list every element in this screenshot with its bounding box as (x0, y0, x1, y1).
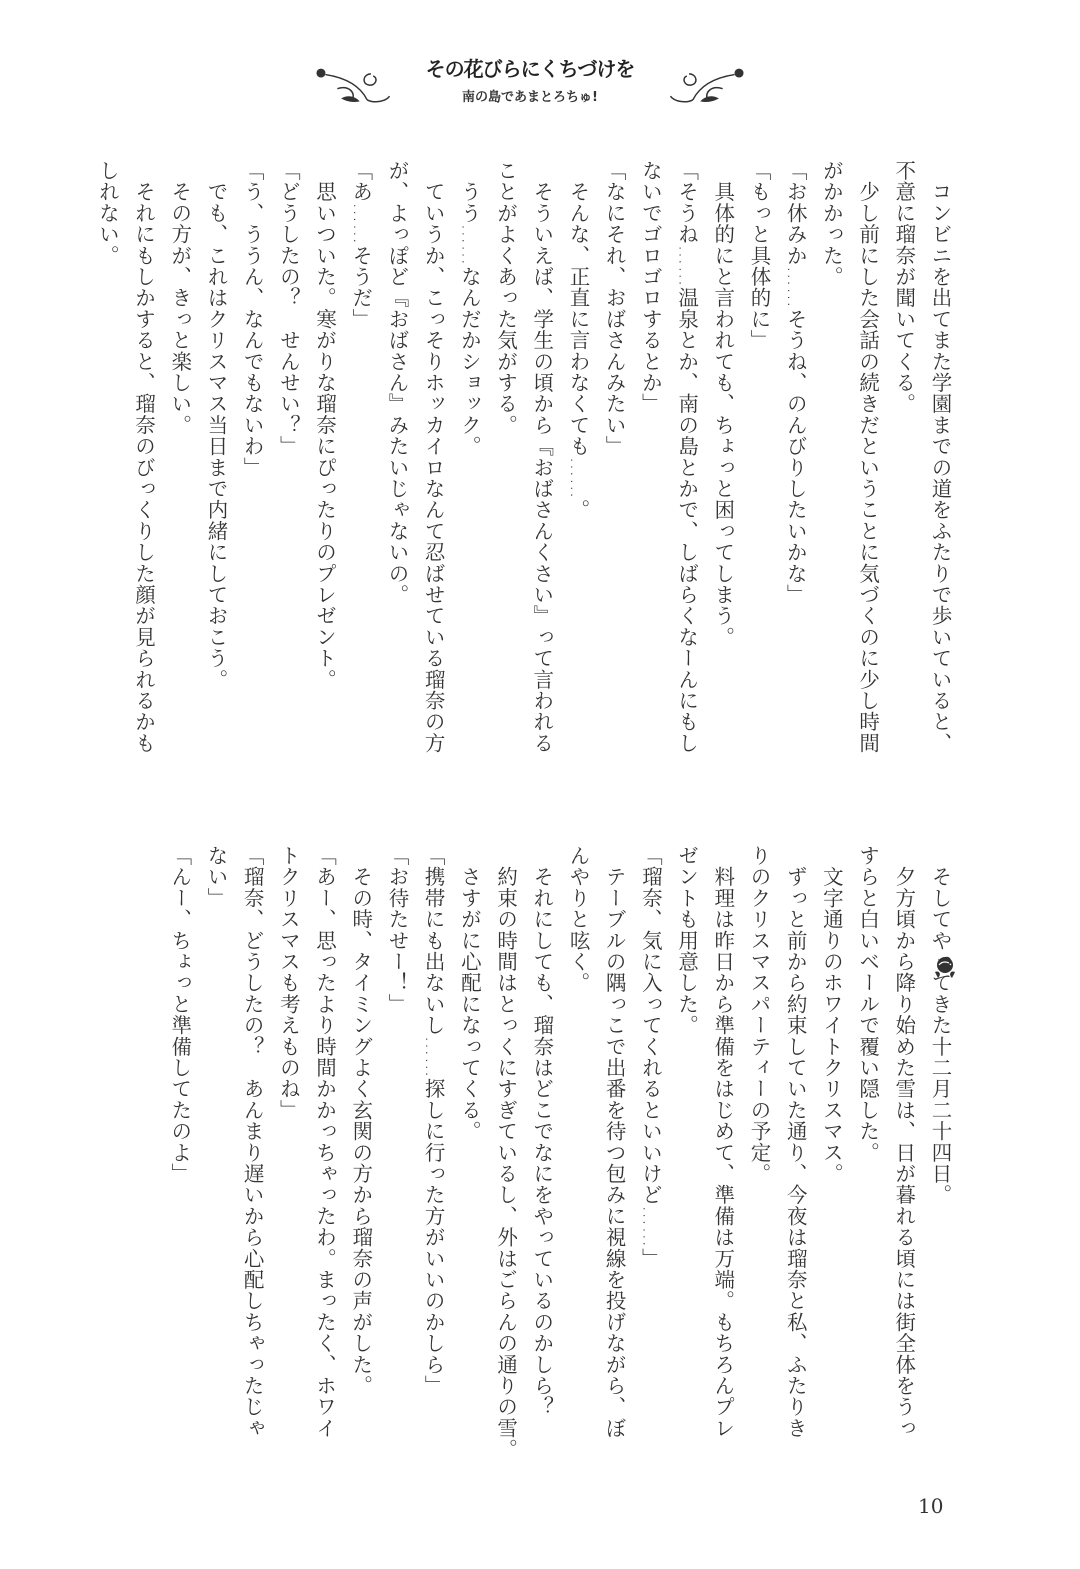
text-column: が、よっぽど『おばさん』みたいじゃないの。 (384, 160, 409, 606)
flourish-ornament-left-icon (315, 55, 397, 115)
text-column: 「携帯にも出ないし……探しに行った方がいいのかしら」 (421, 845, 446, 1397)
text-column: 「瑠奈、どうしたの？ あんまり遅いから心配しちゃったじゃ (240, 845, 265, 1439)
text-column: それにしても、瑠奈はどこでなにをやっているのかしら？ (529, 845, 554, 1418)
text-column: さすがに心配になってくる。 (457, 845, 482, 1142)
text-column: 「どうしたの？ せんせい？」 (276, 160, 301, 457)
text-column: 具体的にと言われても、ちょっと困ってしまう。 (710, 160, 735, 648)
text-column: 約束の時間はとっくにすぎているし、外はごらんの通りの雪。 (493, 845, 518, 1460)
text-column: 不意に瑠奈が聞いてくる。 (891, 160, 916, 415)
text-column: コンビニを出てまた学園までの道をふたりで歩いていると、 (928, 160, 952, 754)
text-column: そういえば、学生の頃から『おばさんくさい』って言われる (529, 160, 554, 754)
text-column: 「もっと具体的に」 (746, 160, 771, 351)
text-column: 夕方頃から降り始めた雪は、日が暮れる頃には街全体をうっ (891, 845, 916, 1439)
text-column: すらと白いベールで覆い隠した。 (855, 845, 880, 1163)
book-title: その花びらにくちづけを (425, 57, 635, 81)
text-column: 「瑠奈、気に入ってくれるといいけど……」 (638, 845, 663, 1269)
text-column: 料理は昨日から準備をはじめて、準備は万端。もちろんプレ (710, 845, 735, 1439)
text-column: 「なにそれ、おばさんみたい」 (602, 160, 627, 457)
text-column: ない」 (203, 845, 228, 909)
text-column: でも、これはクリスマス当日まで内緒にしておこう。 (203, 160, 228, 690)
text-column: 「んー、ちょっと準備してたのよ」 (167, 845, 192, 1185)
text-column: んやりと呟く。 (565, 845, 590, 994)
text-column: それにもしかすると、瑠奈のびっくりした顔が見られるかも (131, 160, 156, 754)
text-column: その時、タイミングよく玄関の方から瑠奈の声がした。 (348, 845, 373, 1397)
text-column: がかかった。 (819, 160, 844, 288)
book-subtitle: 南の島であまとろちゅ! (462, 90, 598, 105)
text-column: その方が、きっと楽しい。 (167, 160, 192, 436)
text-column: うう……なんだかショック。 (457, 160, 482, 457)
text-section-2 (162, 845, 958, 1485)
text-column: 「お休みか……そうね、のんびりしたいかな」 (783, 160, 808, 606)
text-column: りのクリスマスパーティーの予定。 (746, 845, 771, 1185)
text-column: 「う、ううん、なんでもないわ」 (240, 160, 265, 478)
text-column: 思いついた。寒がりな瑠奈にぴったりのプレゼント。 (312, 160, 337, 690)
text-column: ていうか、こっそりホッカイロなんて忍ばせている瑠奈の方 (421, 160, 446, 754)
text-column: 少し前にした会話の続きだということに気づくのに少し時間 (855, 160, 880, 754)
text-column: ないでゴロゴロするとか」 (638, 160, 663, 415)
text-column: 「そうね……温泉とか、南の島とかで、しばらくなーんにもし (674, 160, 699, 754)
text-column: 「あ……そうだ」 (348, 160, 373, 330)
text-column: ゼントも用意した。 (674, 845, 699, 1036)
text-column: そんな、正直に言わなくても……。 (565, 160, 590, 521)
text-column: 「お待たせー！」 (384, 845, 409, 1015)
text-column: ことがよくあった気がする。 (493, 160, 518, 436)
text-column: テーブルの隅っこで出番を待つ包みに視線を投げながら、ぼ (602, 845, 627, 1439)
text-column: 文字通りのホワイトクリスマス。 (819, 845, 844, 1185)
text-column: ずっと前から約束していた通り、今夜は瑠奈と私、ふたりき (783, 845, 808, 1439)
text-column: トクリスマスも考えものね」 (276, 845, 301, 1121)
text-section-1 (89, 160, 958, 800)
flourish-ornament-right-icon (663, 55, 745, 115)
page-number: 10 (918, 1494, 944, 1518)
running-header (315, 55, 745, 117)
text-column: そしてやってきた十二月二十四日。 (928, 845, 952, 1206)
text-column: 「あー、思ったより時間かかっちゃったわ。まったく、ホワイ (312, 845, 337, 1439)
text-column: しれない。 (95, 160, 120, 266)
